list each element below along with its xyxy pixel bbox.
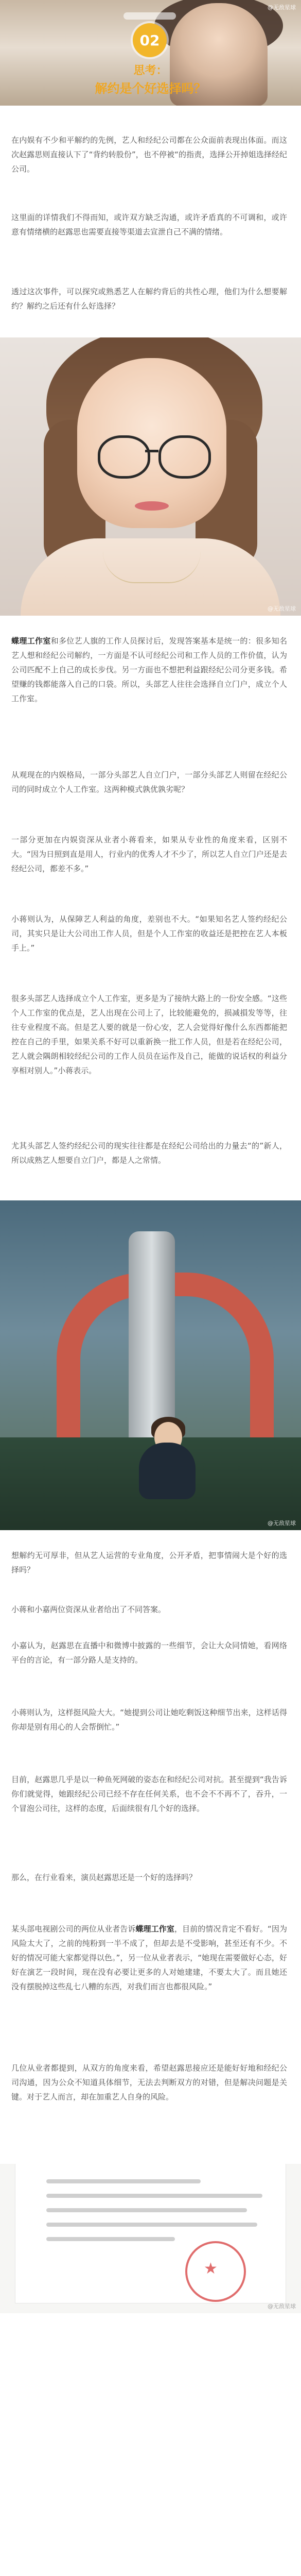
glasses-right-icon [158, 435, 211, 479]
document-watermark: @无敌星球 [268, 2303, 296, 2310]
paragraph-16-prefix: 某头部电视剧公司的两位从业者告诉 [11, 1924, 136, 1934]
paragraph-7: 小蒋则认为，从保障艺人利益的角度，差别也不大。“如果知名艺人签约经纪公司，其实只是让大公司出工作人员，但是个人工作室的收益还是把控在艺人本板手上。” [11, 914, 287, 953]
document-sheet [15, 2164, 286, 2303]
glasses-left-icon [98, 435, 150, 479]
paragraph-8: 很多头部艺人选择成立个人工作室，更多是为了接纳大路上的一份安全感。“这些个人工作室的优点是，艺人出现在公司上了，比较能避免的，损减損发等等，往往专业程度不高。但是艺人要的就是一份心安，艺人会觉得好像什么东西都能把控在自己的手里，如果关系不好可以重新换一批工作人员，但是若在经纪公司，艺人就会隅朗相较经纪公司的工作人员员在运作及自己，能做的说话权的利益分享相对别人。”小蒋表示。 [11, 994, 287, 1075]
header-watermark: @无敌星球 [268, 4, 296, 11]
seal-star-icon: ★ [204, 2260, 218, 2278]
document-line [46, 2179, 201, 2183]
section-number: 02 [139, 31, 160, 49]
paragraph-2: 这里面的详情我们不得而知，或许双方缺乏沟通，或许矛盾真的不可调和，或许意有情绪横的赵露思也需要直接等渠道去宣泄自己不满的情绪。 [11, 213, 287, 236]
paragraph-4 [11, 634, 287, 706]
paragraph-3: 透过这次事件，可以探究或熟悉艺人在解约背后的共性心理，他们为什么想要解约？解约之后还有什么好选择？ [11, 287, 287, 311]
paragraph-13: 小蒋则认为，这样挺风险大大。“她提到公司让她吃剩饭这种细节出来，这样话得你却是别有用心的人会帮倒忙。” [11, 1708, 287, 1732]
person-sitting [139, 1443, 196, 1499]
paragraph-9: 尤其头部艺人签约经纪公司的现实往往都是在经纪公司给出的力量去“的”新人，所以成熟艺人想要自立门户，都是人之常情。 [11, 1141, 287, 1165]
document-line [46, 2194, 262, 2198]
document-photo [0, 2164, 301, 2313]
document-line [46, 2237, 175, 2241]
paragraph-1: 在内娱有不少和平解约的先例，艺人和经纪公司都在公众面前表现出体面。而这次赵露思则直接认下了“背约转股份”，也不停被“的指责，选择公开掉姐选择经纪公司。 [11, 135, 287, 174]
paragraph-15: 那么，在行业看来，演员赵露思还是一个好的选择吗？ [11, 1873, 197, 1882]
document-line [46, 2223, 257, 2227]
paragraph-17: 几位从业者都提到，从双方的角度来看，希望赵露思接应还是能好好地和经纪公司沟通，因为公众不知道具体细节，无法去判断双方的对错，但是解决问题是关键。对于艺人而言，却在加重艺人自身的风险。 [11, 2063, 287, 2102]
paragraph-16-text: ，目前的情况肯定不看好。“因为风险太大了，之前的纯粉到一半不成了，但却去是不受影响，甚至还有不少。不好的情况可能大家都觉得以色。”，另一位从业者表示，“她现在需要做好心态，好好在演艺一段时间，现在没有必要让更多的人对她建建，不要太大了。而且她还没有摆脱掉这些乱七八糟的东西，对我们而言也都很风险。” [11, 1924, 287, 1991]
glasses-bridge [145, 450, 158, 452]
paragraph-11: 小蒋和小嘉两位资深从业者给出了不同答案。 [11, 1605, 166, 1614]
paragraph-5: 从观现在的内娱格局，一部分头部艺人自立门户，一部分头部艺人则留在经纪公司的同时成立个人工作室。这两种模式孰优孰劣呢？ [11, 770, 287, 794]
studio-name: 蝶理工作室 [11, 636, 51, 646]
paragraph-16 [11, 1922, 287, 1994]
portrait-photo [0, 337, 301, 616]
playground-photo [0, 1200, 301, 1530]
portrait-lips [135, 501, 169, 511]
playground-watermark: @无敌星球 [268, 1520, 296, 1527]
paragraph-6: 一部分更加在内娱资深从业者小蒋看来，如果从专业性的角度来看，区别不大。“因为日照到直是用人，行业内的优秀人才不少了，所以艺人自立门户还是去经纪公司，都差不多。” [11, 835, 287, 873]
studio-name-2: 蝶理工作室 [135, 1924, 174, 1934]
paragraph-10: 想解约无可厚非，但从艺人运营的专业角度，公开矛盾，把事情闹大是个好的选择吗？ [11, 1551, 287, 1574]
paragraph-4-text: 和多位艺人旗的工作人员探讨后，发现答案基本是统一的：很多知名艺人想和经纪公司解约，一方面是不认可经纪公司和工作人员的工作价值，认为公司匹配不上自己的成长步伐。另一方面也不想把利益跟经纪公司分更多钱。希望赚的钱都能落入自己的口袋。所以，头部艺人往往会选择自立门户，成立个人工作室。 [11, 636, 287, 703]
portrait-watermark: @无敌星球 [268, 605, 296, 612]
badge-tag [123, 12, 176, 20]
paragraph-12: 小嘉认为，赵露思在直播中和微博中披露的一些细节，会让大众同情她，看网络平台的言论，有一部分路人是支持的。 [11, 1641, 287, 1665]
section-number-badge [133, 23, 167, 57]
section-title-line1: 思考： [133, 64, 168, 77]
paragraph-14: 目前，赵露思几乎是以一种鱼死网破的姿态在和经纪公司对抗。甚至提到“我告诉你们就觉得，她跟经纪公司已经不存在任何关系，也不会不不再不了，吞升，一个冒泡公司往，这样的态度，后面续很有几个好的选择。 [11, 1775, 287, 1813]
section-title-line2: 解约是个好选择吗？ [95, 81, 206, 96]
document-line [46, 2208, 247, 2212]
